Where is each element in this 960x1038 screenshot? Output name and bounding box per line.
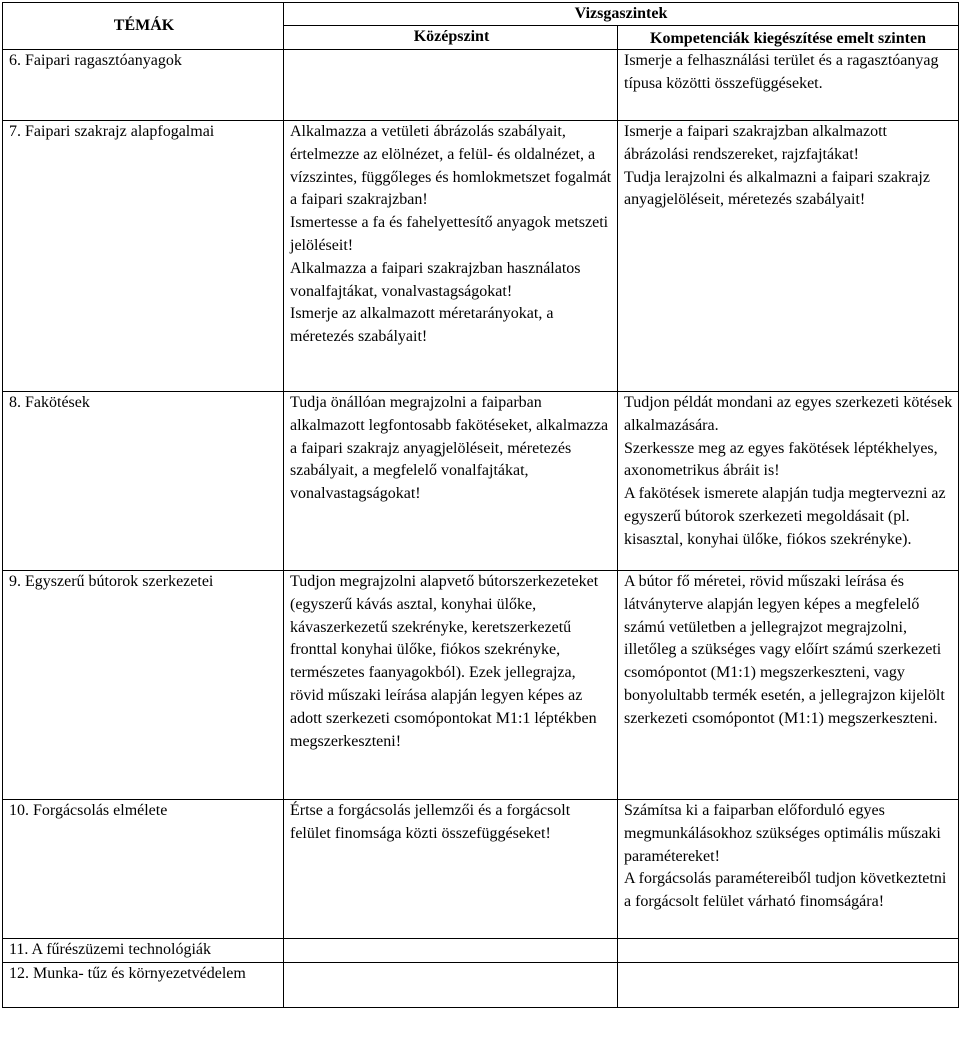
emelt-paragraph: A fakötések ismerete alapján tudja megtervezni az egyszerű bútorok szerkezeti megoldásait (pl. kisasztal, konyhai ülőke, fiókos szekrényke). [624, 485, 946, 548]
header-kozepszint: Középszint [284, 26, 618, 50]
topic-cell: 11. A fűrészüzemi technológiák [3, 939, 284, 963]
header-kompetenciak: Kompetenciák kiegészítése emelt szinten [618, 26, 959, 50]
kozepszint-cell [284, 939, 618, 963]
emelt-cell [618, 800, 959, 939]
emelt-cell [618, 50, 959, 121]
kozepszint-cell [284, 962, 618, 1007]
kozep-paragraph: Ismertesse a fa és fahelyettesítő anyagok metszeti jelöléseit! [290, 214, 609, 254]
emelt-cell [618, 121, 959, 392]
kozep-paragraph: Alkalmazza a faipari szakrajzban használatos vonalfajtákat, vonalvastagságokat! [290, 259, 581, 300]
emelt-paragraph: Ismerje a faipari szakrajzban alkalmazott ábrázolási rendszereket, rajzfajtákat! [624, 123, 887, 163]
topic-cell: 8. Fakötések [3, 392, 284, 571]
kozep-paragraph: Tudja önállóan megrajzolni a faiparban alkalmazott legfontosabb fakötéseket, alkalmazza a faipari szakrajz anyagjelöléseit, méretezés szabályait, a megfelelő vonalfajtákat, vonalvastagságokat! [290, 394, 609, 503]
emelt-cell [618, 939, 959, 963]
table-row [3, 121, 959, 392]
emelt-cell [618, 571, 959, 800]
topic-cell: 10. Forgácsolás elmélete [3, 800, 284, 939]
table-row [3, 50, 959, 121]
emelt-paragraph: Szerkessze meg az egyes fakötések léptékhelyes, axonometrikus ábráit is! [624, 439, 938, 480]
table-row [3, 962, 959, 1007]
header-vizsgaszintek: Vizsgaszintek [284, 3, 959, 26]
emelt-cell [618, 392, 959, 571]
table-row [3, 939, 959, 963]
table-row [3, 392, 959, 571]
kozep-paragraph: Értse a forgácsolás jellemzői és a forgácsolt felület finomsága közti összefüggéseket! [290, 802, 571, 842]
emelt-cell [618, 962, 959, 1007]
kozep-paragraph: Alkalmazza a vetületi ábrázolás szabályait, értelmezze az elölnézet, a felül- és oldalnézet, a vízszintes, függőleges és homlokmetszet fogalmát a faipari szakrajzban! [290, 123, 612, 209]
table-row [3, 571, 959, 800]
emelt-paragraph: A bútor fő méretei, rövid műszaki leírása és látványterve alapján legyen képes a megfelelő számú vetületben a jellegrajzot megrajzolni, illetőleg a szükséges vagy előírt számú szerkezeti csomópontot (M1:1) megszerkeszteni, vagy bonyolultabb termék esetén, a jellegrajzon kijelölt szerkezeti csomópontot (M1:1) megszerkeszteni. [624, 573, 945, 727]
emelt-paragraph: Tudjon példát mondani az egyes szerkezeti kötések alkalmazására. [624, 394, 953, 434]
table-row [3, 800, 959, 939]
kozep-paragraph: Ismerje az alkalmazott méretarányokat, a méretezés szabályait! [290, 305, 554, 346]
exam-topics-table [2, 2, 959, 1008]
kozepszint-cell [284, 571, 618, 800]
topic-cell: 12. Munka- tűz és környezetvédelem [3, 962, 284, 1007]
kozepszint-cell [284, 121, 618, 392]
kozepszint-cell [284, 50, 618, 121]
kozep-paragraph: Tudjon megrajzolni alapvető bútorszerkezeteket (egyszerű kávás asztal, konyhai ülőke, kávaszerkezetű szekrényke, keretszerkezetű fronttal konyhai ülőke, fiókos szekrényke, természetes faanyagokból). Ezek jellegrajza, rövid műszaki leírása alapján legyen képes az adott szerkezeti csomópontokat M1:1 léptékben megszerkeszteni! [290, 573, 599, 750]
emelt-paragraph: Számítsa ki a faiparban előforduló egyes megmunkálásokhoz szükséges optimális műszaki paramétereket! [624, 802, 941, 865]
emelt-paragraph: A forgácsolás paramétereiből tudjon következtetni a forgácsolt felület várható finomságára! [624, 870, 947, 911]
kozepszint-cell [284, 800, 618, 939]
topic-cell: 7. Faipari szakrajz alapfogalmai [3, 121, 284, 392]
topic-cell: 6. Faipari ragasztóanyagok [3, 50, 284, 121]
topic-cell: 9. Egyszerű bútorok szerkezetei [3, 571, 284, 800]
header-temak: TÉMÁK [3, 3, 284, 50]
header-row-1 [3, 3, 959, 26]
emelt-paragraph: Tudja lerajzolni és alkalmazni a faipari szakrajz anyagjelöléseit, méretezés szabályait! [624, 168, 930, 209]
kozepszint-cell [284, 392, 618, 571]
emelt-paragraph: Ismerje a felhasználási terület és a ragasztóanyag típusa közötti összefüggéseket. [624, 52, 939, 92]
